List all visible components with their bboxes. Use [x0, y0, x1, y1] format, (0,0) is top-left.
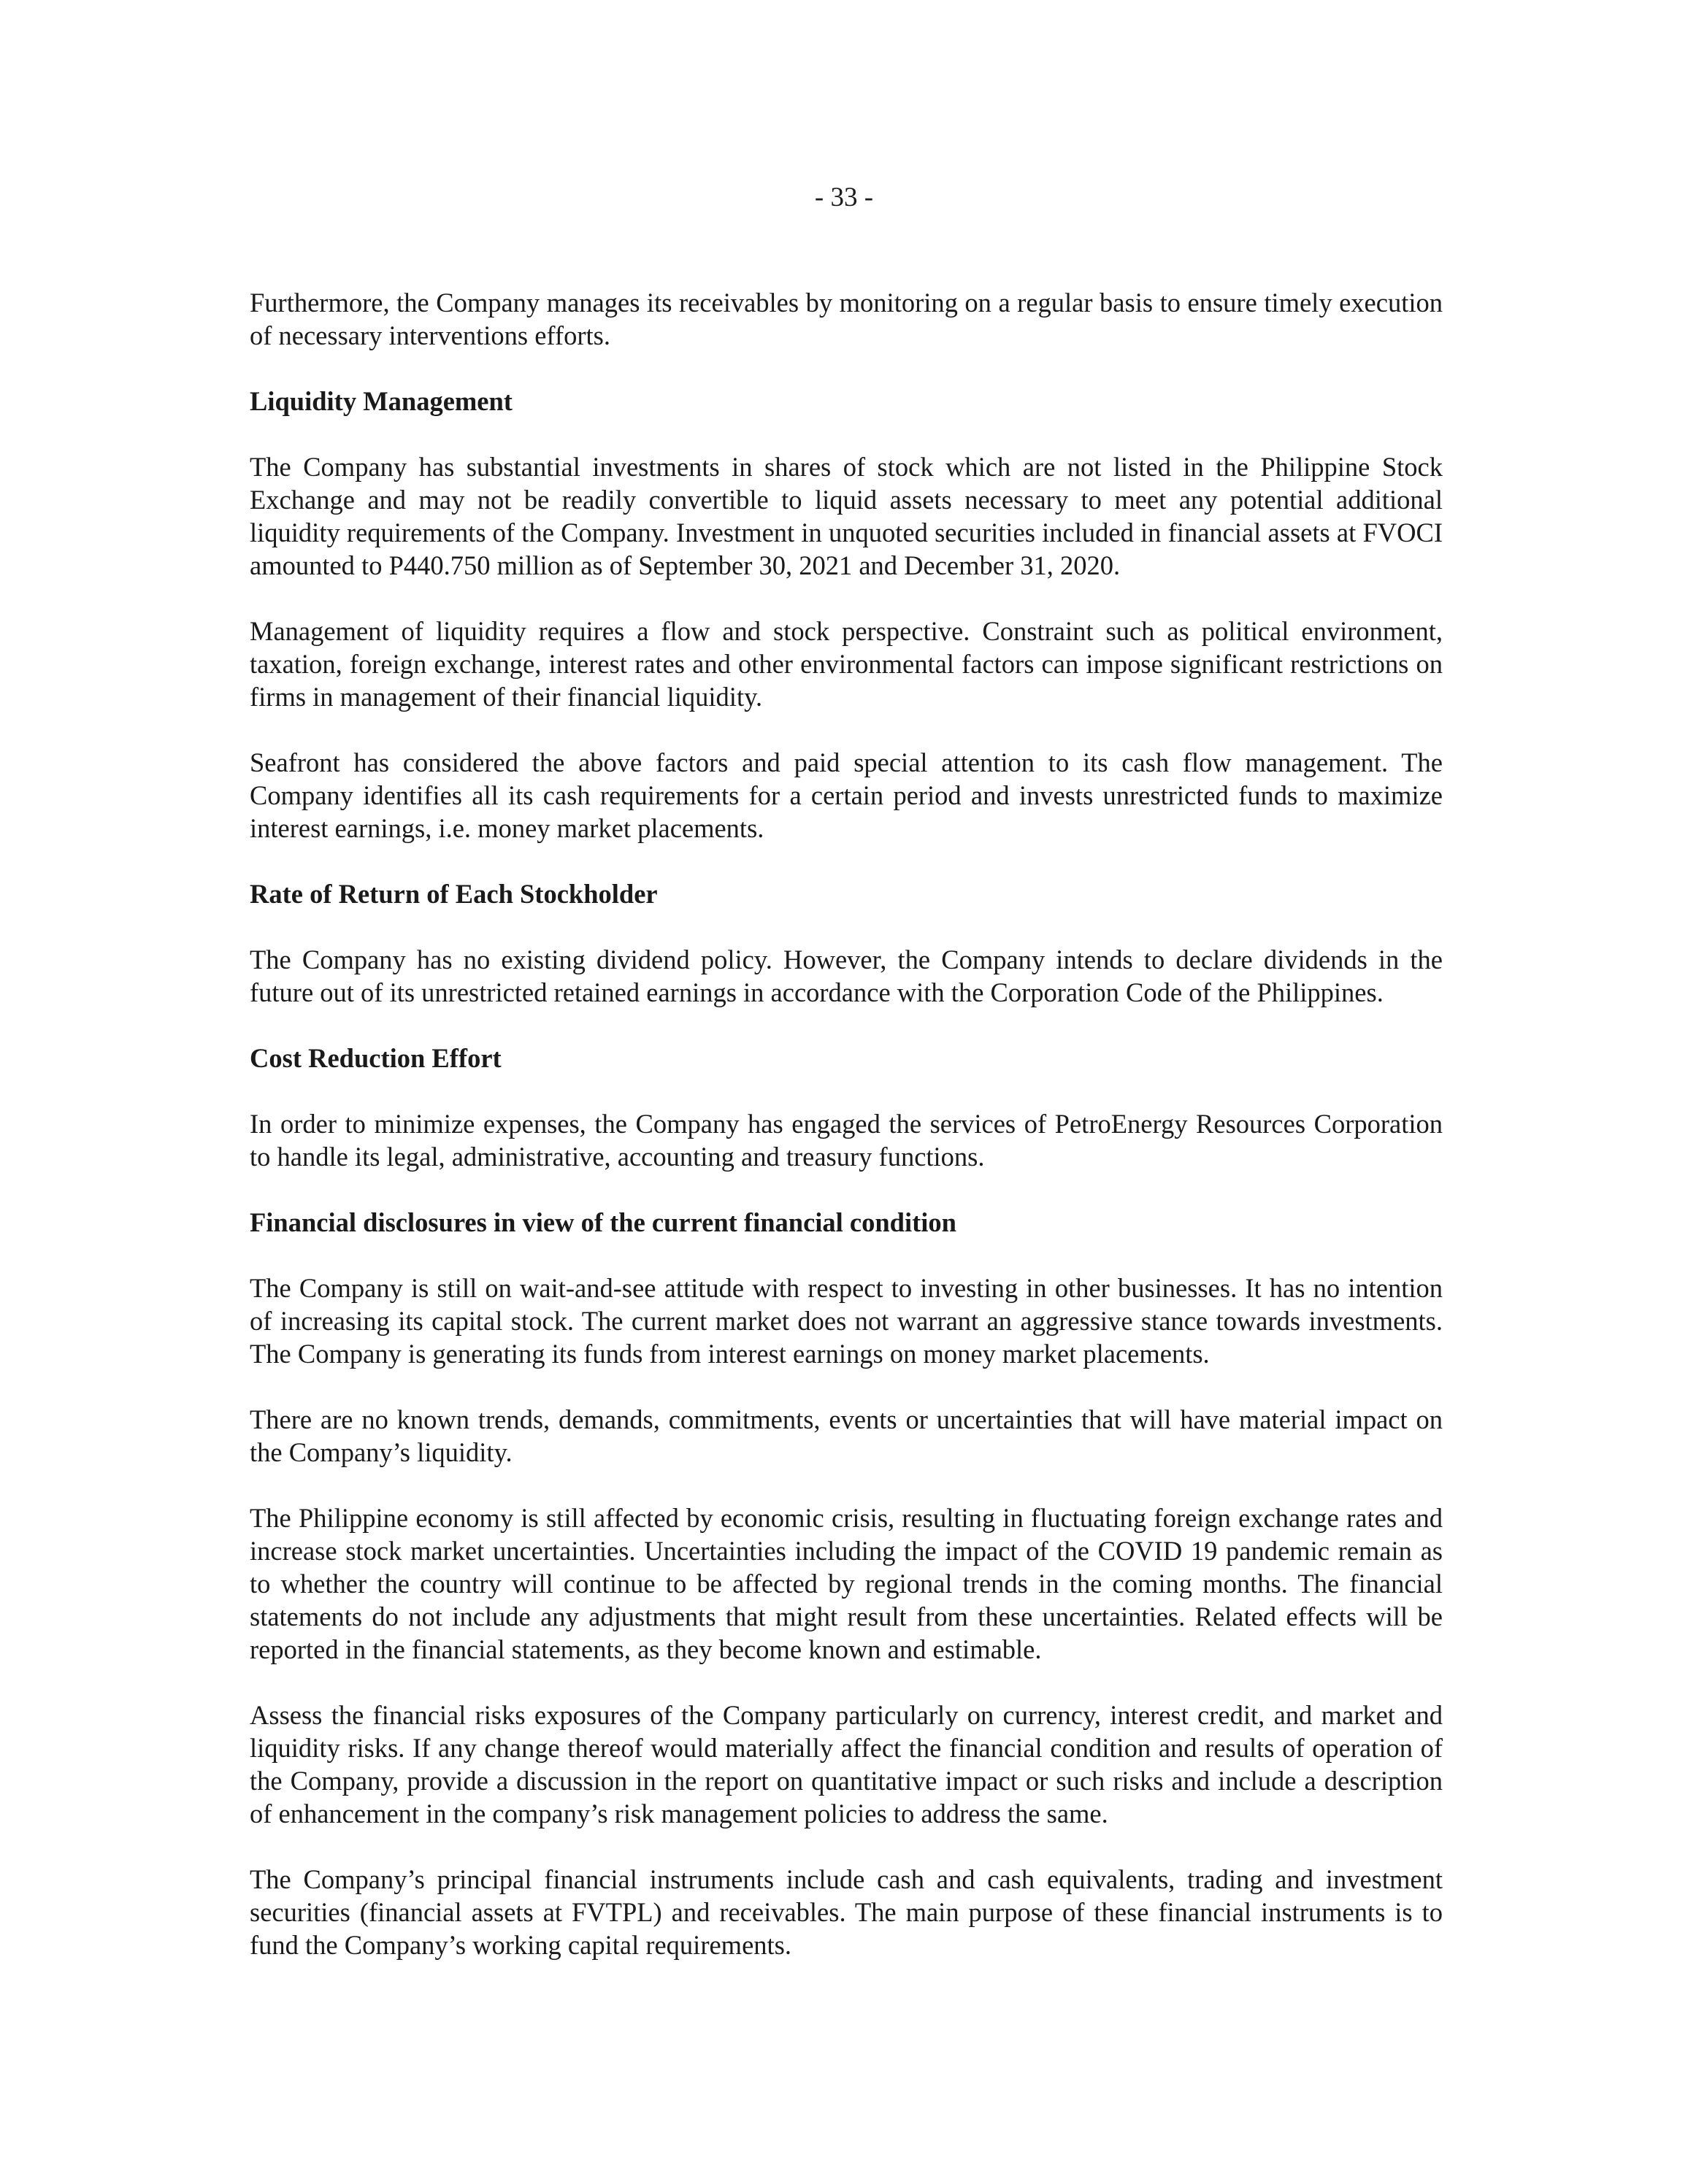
paragraph-financial-risk-exposures: Assess the financial risks exposures of the Company particularly on currency, interest credit, and market and liquidity risks. If any change thereof would materially affect the financial condition and results of operation of the Company, provide a discussion in the report on quantitative impact or such risks and include a description of enhancement in the company’s risk management policies to address the same.: [250, 1700, 1443, 1829]
page-body: [250, 286, 1443, 1994]
paragraph-economic-uncertainties: The Philippine economy is still affected by economic crisis, resulting in fluctuating foreign exchange rates and increase stock market uncertainties. Uncertainties including the impact of the COVID 19 pandemic remain as to whether the country will continue to be affected by regional trends in the coming months. The financial statements do not include any adjustments that might result from these uncertainties. Related effects will be reported in the financial statements, as they become known and estimable.: [250, 1503, 1443, 1664]
page-number: - 33 -: [814, 182, 874, 212]
heading-liquidity-management: Liquidity Management: [250, 386, 513, 416]
paragraph-wait-and-see: The Company is still on wait-and-see attitude with respect to investing in other businesses. It has no intention of increasing its capital stock. The current market does not warrant an aggressive stance towards investments. The Company is generating its funds from interest earnings on money market placements.: [250, 1273, 1443, 1369]
heading-cost-reduction: Cost Reduction Effort: [250, 1043, 502, 1073]
paragraph-dividend-policy: The Company has no existing dividend policy. However, the Company intends to declare dividends in the future out of its unrestricted retained earnings in accordance with the Corporation Code of the Philippines.: [250, 945, 1443, 1007]
paragraph-receivables-monitoring: Furthermore, the Company manages its receivables by monitoring on a regular basis to ensure timely execution of necessary interventions efforts.: [250, 288, 1443, 350]
paragraph-petroenergy-services: In order to minimize expenses, the Company has engaged the services of PetroEnergy Resources Corporation to handle its legal, administrative, accounting and treasury functions.: [250, 1109, 1443, 1172]
heading-rate-of-return: Rate of Return of Each Stockholder: [250, 879, 658, 909]
paragraph-principal-instruments: The Company’s principal financial instruments include cash and cash equivalents, trading and investment securities (financial assets at FVTPL) and receivables. The main purpose of these financial instruments is to fund the Company’s working capital requirements.: [250, 1864, 1443, 1960]
paragraph-no-known-trends: There are no known trends, demands, commitments, events or uncertainties that will have material impact on the Company’s liquidity.: [250, 1404, 1443, 1467]
heading-financial-disclosures: Financial disclosures in view of the current financial condition: [250, 1207, 956, 1237]
paragraph-cash-flow-management: Seafront has considered the above factors and paid special attention to its cash flow management. The Company identifies all its cash requirements for a certain period and invests unrestricted funds to maximize interest earnings, i.e. money market placements.: [250, 747, 1443, 843]
paragraph-unlisted-investments: The Company has substantial investments in shares of stock which are not listed in the Philippine Stock Exchange and may not be readily convertible to liquid assets necessary to meet any potential additional liquidity requirements of the Company. Investment in unquoted securities included in financial assets at FVOCI amounted to P440.750 million as of September 30, 2021 and December 31, 2020.: [250, 452, 1443, 580]
paragraph-liquidity-perspective: Management of liquidity requires a flow and stock perspective. Constraint such as political environment, taxation, foreign exchange, interest rates and other environmental factors can impose significant restrictions on firms in management of their financial liquidity.: [250, 616, 1443, 712]
